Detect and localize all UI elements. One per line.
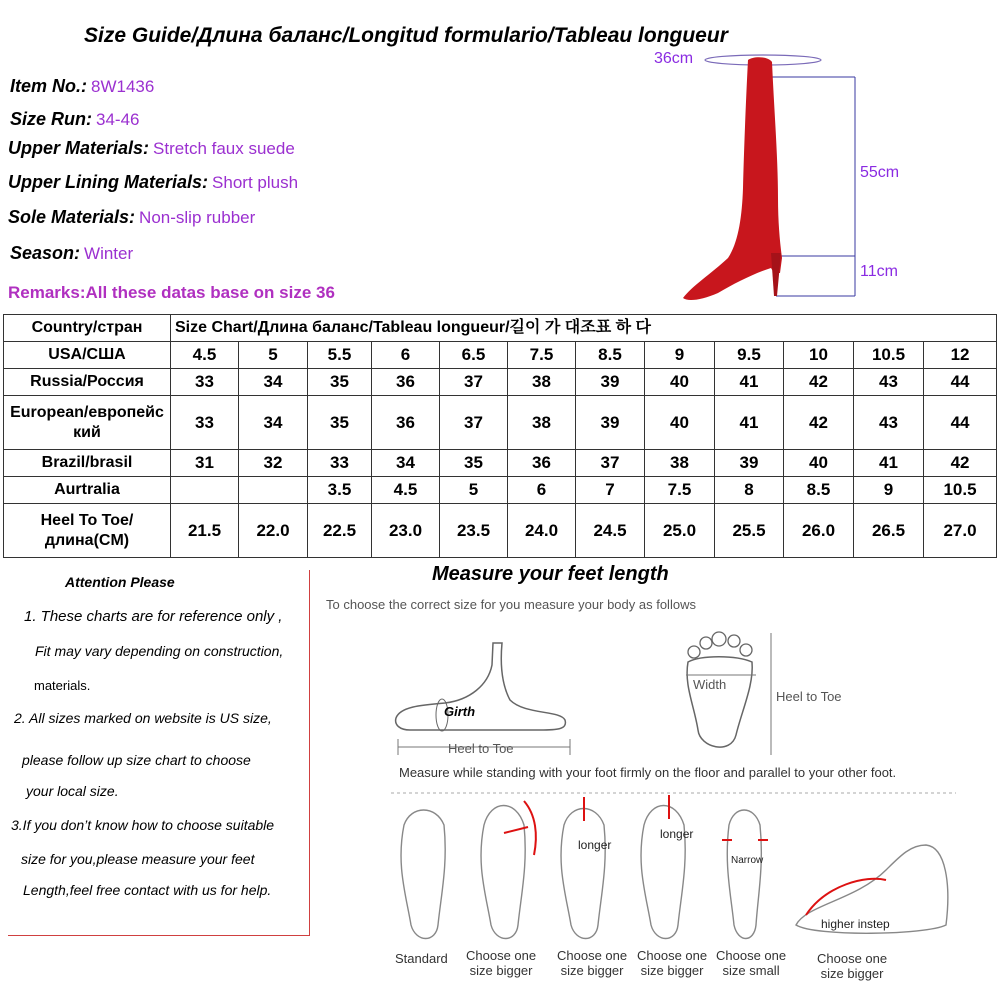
dim-shaft: 55cm	[860, 164, 900, 181]
table-cell: 10.5	[854, 342, 924, 369]
toe-circle	[740, 644, 752, 656]
table-cell: 41	[715, 369, 784, 396]
table-cell: 37	[576, 450, 645, 477]
spec-key: Upper Materials:	[8, 138, 150, 158]
table-cell: 43	[854, 369, 924, 396]
table-cell: 39	[576, 369, 645, 396]
table-cell: 9.5	[715, 342, 784, 369]
attention-line: Length,feel free contact with us for help.	[23, 882, 272, 898]
table-cell: 36	[372, 369, 440, 396]
table-cell: 6	[372, 342, 440, 369]
table-cell: 26.0	[784, 504, 854, 558]
measure-heading: Measure your feet length	[432, 563, 669, 585]
attention-title: Attention Please	[65, 574, 175, 590]
table-cell: 22.5	[308, 504, 372, 558]
boot-shape	[683, 57, 782, 300]
attention-line: materials.	[34, 678, 91, 693]
table-cell: 7.5	[645, 477, 715, 504]
caption-line1: Choose one	[557, 948, 628, 963]
table-cell: 26.5	[854, 504, 924, 558]
table-cell: 42	[784, 396, 854, 450]
note-longer-1: longer	[578, 838, 612, 852]
dim-circumference: 36cm	[654, 50, 694, 67]
attention-line: 3.If you don’t know how to choose suitable	[11, 817, 275, 833]
table-cell: 33	[171, 369, 239, 396]
table-cell: 36	[508, 450, 576, 477]
spec-key: Size Run:	[10, 109, 93, 129]
table-cell: 38	[645, 450, 715, 477]
attention-line: 1. These charts are for reference only ,	[24, 608, 283, 625]
table-cell: 8	[715, 477, 784, 504]
table-cell: 6	[508, 477, 576, 504]
spec-upper-materials	[8, 138, 295, 159]
top-foot-diagram	[676, 630, 786, 758]
table-cell: 3.5	[308, 477, 372, 504]
attention-box	[8, 570, 310, 936]
table-cell: 5	[239, 342, 308, 369]
table-cell: 35	[440, 450, 508, 477]
spec-key: Sole Materials:	[8, 207, 136, 227]
attention-line: please follow up size chart to choose	[22, 752, 251, 768]
table-cell: 39	[576, 396, 645, 450]
spec-value: Winter	[84, 244, 134, 263]
table-cell: 7.5	[508, 342, 576, 369]
table-cell: 24.0	[508, 504, 576, 558]
table-cell: 22.0	[239, 504, 308, 558]
row-label: Russia/Россия	[4, 369, 171, 396]
table-cell: 42	[784, 369, 854, 396]
table-cell: 21.5	[171, 504, 239, 558]
spec-value: Short plush	[212, 173, 299, 192]
caption-line1: Choose one	[716, 948, 787, 963]
spec-key: Season:	[10, 243, 81, 263]
table-cell: 44	[924, 369, 997, 396]
table-cell: 4.5	[171, 342, 239, 369]
table-cell: 10.5	[924, 477, 997, 504]
row-label: Aurtralia	[4, 477, 171, 504]
table-cell: 34	[372, 450, 440, 477]
table-cell: 35	[308, 396, 372, 450]
table-cell: 10	[784, 342, 854, 369]
table-cell: 5.5	[308, 342, 372, 369]
heel-to-toe-label-2: Heel to Toe	[776, 689, 842, 704]
girth-label: Girth	[444, 704, 476, 719]
table-cell: 32	[239, 450, 308, 477]
table-cell: 38	[508, 396, 576, 450]
caption-standard	[395, 951, 448, 966]
page-title: Size Guide/Длина баланс/Longitud formulario/Tableau longueur	[84, 24, 728, 47]
header-chart: Size Chart/Длина баланс/Tableau longueur/길이 가 대조표 하 다	[171, 315, 997, 342]
spec-value: Non-slip rubber	[139, 208, 256, 227]
table-cell: 44	[924, 396, 997, 450]
spec-lining-materials	[8, 172, 298, 193]
spec-item-no	[10, 76, 154, 97]
table-cell: 12	[924, 342, 997, 369]
remarks: Remarks:All these datas base on size 36	[8, 283, 335, 302]
table-cell: 8.5	[784, 477, 854, 504]
caption-bigger-2	[557, 948, 627, 978]
spec-key: Item No.:	[10, 76, 88, 96]
size-table	[3, 314, 997, 558]
caption-bigger-3	[637, 948, 707, 978]
table-cell: 36	[372, 396, 440, 450]
table-cell: 39	[715, 450, 784, 477]
table-cell	[171, 477, 239, 504]
side-foot-outline	[396, 643, 566, 730]
caption-bigger-4	[817, 951, 887, 981]
table-cell: 33	[308, 450, 372, 477]
caption-bigger-1	[466, 948, 536, 978]
heel-shape	[771, 253, 781, 296]
table-cell: 38	[508, 369, 576, 396]
table-cell: 23.5	[440, 504, 508, 558]
width-label: Width	[693, 677, 727, 692]
caption-line2: size bigger	[640, 963, 704, 978]
table-cell: 42	[924, 450, 997, 477]
spec-sole-materials	[8, 207, 255, 228]
table-cell: 34	[239, 396, 308, 450]
caption-line2: size bigger	[469, 963, 533, 978]
table-row	[4, 369, 997, 396]
attention-line: size for you,please measure your feet	[21, 851, 255, 867]
foot-narrow	[727, 810, 764, 939]
table-cell: 40	[645, 369, 715, 396]
caption-line2: size bigger	[820, 966, 884, 981]
table-cell	[239, 477, 308, 504]
spec-value: 34-46	[96, 110, 140, 129]
table-cell: 27.0	[924, 504, 997, 558]
table-cell: 25.5	[715, 504, 784, 558]
caption-line2: size small	[722, 963, 780, 978]
table-cell: 6.5	[440, 342, 508, 369]
toe-circle	[728, 635, 740, 647]
caption-line1: Choose one	[817, 951, 888, 966]
table-row	[4, 342, 997, 369]
table-cell: 37	[440, 369, 508, 396]
table-row	[4, 504, 997, 558]
table-row	[4, 450, 997, 477]
attention-line: your local size.	[26, 783, 119, 799]
foot-standard	[401, 810, 445, 939]
row-label: Brazil/brasil	[4, 450, 171, 477]
table-header-row	[4, 315, 997, 342]
table-cell: 35	[308, 369, 372, 396]
caption-line2: size bigger	[560, 963, 624, 978]
table-cell: 4.5	[372, 477, 440, 504]
toe-circle	[712, 632, 726, 646]
table-cell: 24.5	[576, 504, 645, 558]
attention-line: 2. All sizes marked on website is US size,	[14, 710, 272, 726]
toe-circle	[688, 646, 700, 658]
foot-bigger-2	[561, 809, 605, 939]
table-row	[4, 396, 997, 450]
row-label: USA/США	[4, 342, 171, 369]
table-row	[4, 477, 997, 504]
header-country: Country/стран	[4, 315, 171, 342]
foot-bigger-3	[641, 806, 685, 939]
table-cell: 25.0	[645, 504, 715, 558]
attention-line: Fit may vary depending on construction,	[35, 643, 284, 659]
table-cell: 7	[576, 477, 645, 504]
spec-season	[10, 243, 133, 264]
table-cell: 33	[171, 396, 239, 450]
dim-heel: 11cm	[860, 263, 898, 280]
row-label: European/европейский	[4, 396, 171, 450]
foot-bigger-1	[481, 806, 525, 939]
caption-line1: Standard	[395, 951, 448, 966]
spec-value: 8W1436	[91, 77, 155, 96]
table-cell: 8.5	[576, 342, 645, 369]
table-cell: 40	[784, 450, 854, 477]
spec-value: Stretch faux suede	[153, 139, 295, 158]
table-cell: 5	[440, 477, 508, 504]
spec-key: Upper Lining Materials:	[8, 172, 209, 192]
note-longer-2: longer	[660, 827, 694, 841]
spec-size-run	[10, 109, 140, 130]
table-cell: 34	[239, 369, 308, 396]
heel-to-toe-label-1: Heel to Toe	[448, 741, 514, 756]
measure-instruction: Measure while standing with your foot firmly on the floor and parallel to your other foot.	[399, 765, 897, 780]
note-narrow: Narrow	[731, 855, 764, 866]
row-label: Heel To Toe/длина(CM)	[4, 504, 171, 558]
table-cell: 41	[715, 396, 784, 450]
table-cell: 41	[854, 450, 924, 477]
toe-circle	[700, 637, 712, 649]
caption-small	[716, 948, 786, 978]
table-cell: 37	[440, 396, 508, 450]
caption-line1: Choose one	[466, 948, 537, 963]
caption-line1: Choose one	[637, 948, 708, 963]
measure-intro: To choose the correct size for you measure your body as follows	[326, 597, 696, 612]
table-cell: 9	[854, 477, 924, 504]
note-higher-instep: higher instep	[821, 917, 890, 931]
table-cell: 9	[645, 342, 715, 369]
table-cell: 23.0	[372, 504, 440, 558]
table-cell: 40	[645, 396, 715, 450]
arrow-6	[806, 879, 886, 915]
table-cell: 43	[854, 396, 924, 450]
table-cell: 31	[171, 450, 239, 477]
top-foot-outline	[687, 657, 752, 747]
